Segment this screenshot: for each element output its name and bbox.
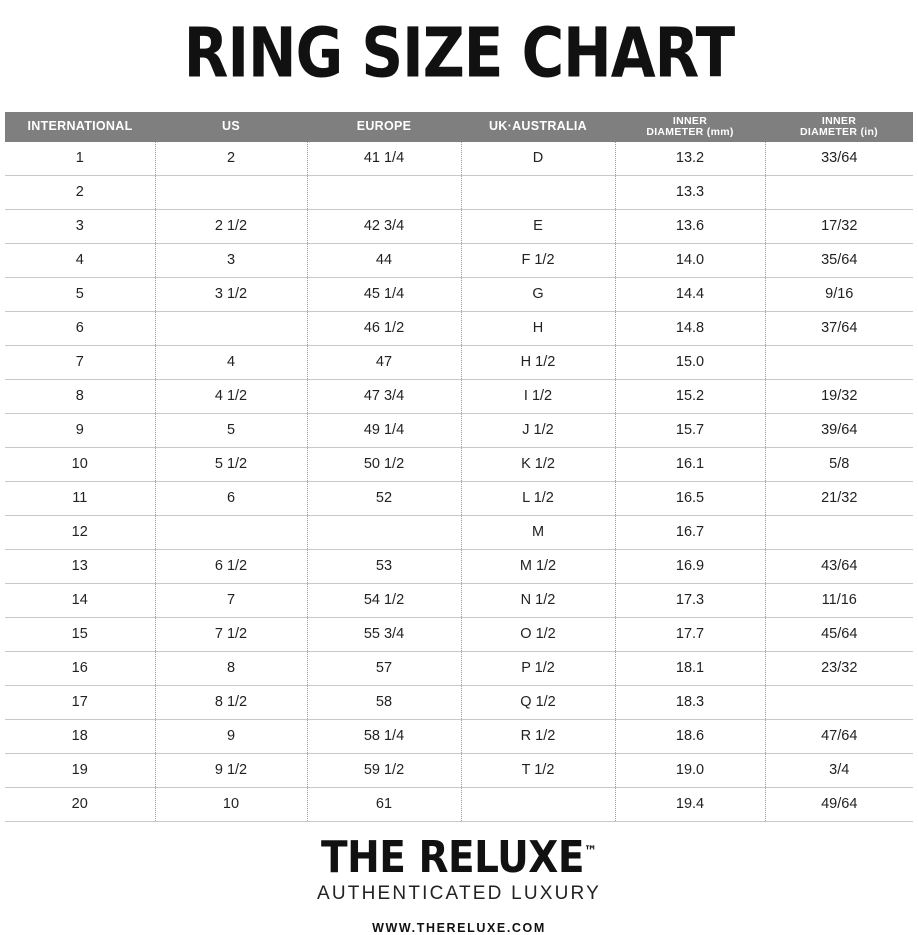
cell-inner-diameter-mm: 14.4: [615, 278, 765, 312]
cell-europe: 42 3/4: [307, 210, 461, 244]
cell-international: 4: [5, 244, 155, 278]
table-row: [5, 380, 913, 414]
cell-europe: 50 1/2: [307, 448, 461, 482]
page-title: RING SIZE CHART: [183, 12, 735, 94]
table-header: [5, 112, 913, 142]
cell-inner-diameter-in: 23/32: [765, 652, 913, 686]
cell-inner-diameter-mm: 16.7: [615, 516, 765, 550]
cell-inner-diameter-in: [765, 346, 913, 380]
cell-inner-diameter-in: 33/64: [765, 142, 913, 176]
cell-us: [155, 176, 307, 210]
cell-us: 7 1/2: [155, 618, 307, 652]
cell-us: 2 1/2: [155, 210, 307, 244]
footer: [0, 832, 918, 935]
cell-europe: 58 1/4: [307, 720, 461, 754]
cell-us: 8: [155, 652, 307, 686]
cell-us: 9: [155, 720, 307, 754]
cell-inner-diameter-in: 19/32: [765, 380, 913, 414]
cell-uk-australia: R 1/2: [461, 720, 615, 754]
cell-inner-diameter-mm: 17.7: [615, 618, 765, 652]
cell-international: 18: [5, 720, 155, 754]
cell-uk-australia: [461, 788, 615, 822]
cell-international: 16: [5, 652, 155, 686]
table-row: [5, 754, 913, 788]
brand-name-text: THE RELUXE: [321, 832, 584, 884]
cell-inner-diameter-in: 3/4: [765, 754, 913, 788]
table-row: [5, 210, 913, 244]
cell-uk-australia: T 1/2: [461, 754, 615, 788]
cell-inner-diameter-in: 43/64: [765, 550, 913, 584]
cell-us: 5 1/2: [155, 448, 307, 482]
cell-inner-diameter-in: 49/64: [765, 788, 913, 822]
column-header-europe: EUROPE: [307, 112, 461, 142]
cell-us: 7: [155, 584, 307, 618]
table-row: [5, 278, 913, 312]
cell-uk-australia: N 1/2: [461, 584, 615, 618]
cell-inner-diameter-mm: 14.8: [615, 312, 765, 346]
brand-url: WWW.THERELUXE.COM: [372, 921, 546, 935]
table-row: [5, 312, 913, 346]
cell-inner-diameter-mm: 15.7: [615, 414, 765, 448]
table-row: [5, 618, 913, 652]
table-row: [5, 686, 913, 720]
column-header-inner-diameter-mm: [615, 112, 765, 142]
cell-inner-diameter-mm: 16.5: [615, 482, 765, 516]
column-header-us: US: [155, 112, 307, 142]
column-header-uk-australia: UK·AUSTRALIA: [461, 112, 615, 142]
cell-international: 19: [5, 754, 155, 788]
cell-europe: 61: [307, 788, 461, 822]
cell-europe: 53: [307, 550, 461, 584]
cell-europe: 54 1/2: [307, 584, 461, 618]
cell-europe: 49 1/4: [307, 414, 461, 448]
cell-uk-australia: H: [461, 312, 615, 346]
table-row: [5, 244, 913, 278]
cell-europe: 41 1/4: [307, 142, 461, 176]
cell-uk-australia: F 1/2: [461, 244, 615, 278]
cell-inner-diameter-in: [765, 686, 913, 720]
table-body: [5, 142, 913, 822]
cell-international: 17: [5, 686, 155, 720]
cell-inner-diameter-mm: 18.3: [615, 686, 765, 720]
cell-us: 4 1/2: [155, 380, 307, 414]
table-row: [5, 176, 913, 210]
cell-europe: 47: [307, 346, 461, 380]
cell-inner-diameter-mm: 13.6: [615, 210, 765, 244]
table-row: [5, 346, 913, 380]
cell-us: [155, 516, 307, 550]
cell-inner-diameter-mm: 19.4: [615, 788, 765, 822]
cell-europe: 44: [307, 244, 461, 278]
trademark-symbol: ™: [583, 843, 597, 861]
cell-international: 10: [5, 448, 155, 482]
cell-inner-diameter-mm: 15.2: [615, 380, 765, 414]
cell-international: 9: [5, 414, 155, 448]
cell-uk-australia: H 1/2: [461, 346, 615, 380]
column-header-inner-diameter-in-text: INNER DIAMETER (in): [800, 114, 878, 138]
cell-europe: [307, 176, 461, 210]
table-row: [5, 584, 913, 618]
cell-us: 2: [155, 142, 307, 176]
cell-europe: 57: [307, 652, 461, 686]
cell-inner-diameter-mm: 19.0: [615, 754, 765, 788]
cell-international: 1: [5, 142, 155, 176]
table-row: [5, 142, 913, 176]
cell-inner-diameter-in: 39/64: [765, 414, 913, 448]
cell-us: 9 1/2: [155, 754, 307, 788]
cell-europe: 55 3/4: [307, 618, 461, 652]
cell-us: 6: [155, 482, 307, 516]
cell-international: 14: [5, 584, 155, 618]
cell-inner-diameter-mm: 15.0: [615, 346, 765, 380]
cell-inner-diameter-in: [765, 176, 913, 210]
cell-europe: 59 1/2: [307, 754, 461, 788]
cell-uk-australia: K 1/2: [461, 448, 615, 482]
cell-uk-australia: M: [461, 516, 615, 550]
cell-uk-australia: [461, 176, 615, 210]
cell-international: 20: [5, 788, 155, 822]
ring-size-table: [5, 112, 913, 822]
cell-uk-australia: Q 1/2: [461, 686, 615, 720]
cell-uk-australia: I 1/2: [461, 380, 615, 414]
cell-international: 12: [5, 516, 155, 550]
cell-inner-diameter-mm: 13.3: [615, 176, 765, 210]
cell-uk-australia: L 1/2: [461, 482, 615, 516]
cell-international: 7: [5, 346, 155, 380]
table-row: [5, 652, 913, 686]
column-header-inner-diameter-in: [765, 112, 913, 142]
column-header-international: INTERNATIONAL: [5, 112, 155, 142]
cell-inner-diameter-in: 5/8: [765, 448, 913, 482]
cell-uk-australia: O 1/2: [461, 618, 615, 652]
cell-uk-australia: E: [461, 210, 615, 244]
cell-us: 10: [155, 788, 307, 822]
table-row: [5, 448, 913, 482]
cell-europe: 45 1/4: [307, 278, 461, 312]
cell-us: [155, 312, 307, 346]
cell-uk-australia: P 1/2: [461, 652, 615, 686]
cell-inner-diameter-mm: 18.1: [615, 652, 765, 686]
cell-inner-diameter-in: 21/32: [765, 482, 913, 516]
cell-inner-diameter-in: 11/16: [765, 584, 913, 618]
table-row: [5, 414, 913, 448]
cell-international: 11: [5, 482, 155, 516]
cell-inner-diameter-mm: 18.6: [615, 720, 765, 754]
cell-inner-diameter-in: 37/64: [765, 312, 913, 346]
cell-uk-australia: J 1/2: [461, 414, 615, 448]
cell-us: 5: [155, 414, 307, 448]
cell-inner-diameter-in: 47/64: [765, 720, 913, 754]
table-row: [5, 482, 913, 516]
table-row: [5, 516, 913, 550]
cell-inner-diameter-mm: 14.0: [615, 244, 765, 278]
cell-inner-diameter-in: 9/16: [765, 278, 913, 312]
cell-europe: [307, 516, 461, 550]
table-header-row: [5, 112, 913, 142]
cell-international: 13: [5, 550, 155, 584]
table-row: [5, 550, 913, 584]
cell-us: 3: [155, 244, 307, 278]
cell-inner-diameter-in: 45/64: [765, 618, 913, 652]
brand-name: [321, 832, 597, 884]
cell-international: 5: [5, 278, 155, 312]
cell-inner-diameter-in: 17/32: [765, 210, 913, 244]
cell-europe: 47 3/4: [307, 380, 461, 414]
cell-uk-australia: D: [461, 142, 615, 176]
cell-inner-diameter-mm: 17.3: [615, 584, 765, 618]
brand-tagline: AUTHENTICATED LUXURY: [317, 883, 601, 904]
cell-inner-diameter-in: [765, 516, 913, 550]
cell-us: 4: [155, 346, 307, 380]
cell-international: 15: [5, 618, 155, 652]
cell-uk-australia: G: [461, 278, 615, 312]
cell-europe: 52: [307, 482, 461, 516]
table-row: [5, 788, 913, 822]
cell-inner-diameter-mm: 16.1: [615, 448, 765, 482]
column-header-inner-diameter-mm-text: INNER DIAMETER (mm): [646, 114, 734, 138]
cell-uk-australia: M 1/2: [461, 550, 615, 584]
cell-us: 8 1/2: [155, 686, 307, 720]
cell-international: 6: [5, 312, 155, 346]
cell-us: 3 1/2: [155, 278, 307, 312]
cell-international: 8: [5, 380, 155, 414]
cell-us: 6 1/2: [155, 550, 307, 584]
cell-international: 2: [5, 176, 155, 210]
cell-europe: 46 1/2: [307, 312, 461, 346]
cell-europe: 58: [307, 686, 461, 720]
cell-international: 3: [5, 210, 155, 244]
cell-inner-diameter-mm: 16.9: [615, 550, 765, 584]
table-row: [5, 720, 913, 754]
cell-inner-diameter-mm: 13.2: [615, 142, 765, 176]
cell-inner-diameter-in: 35/64: [765, 244, 913, 278]
